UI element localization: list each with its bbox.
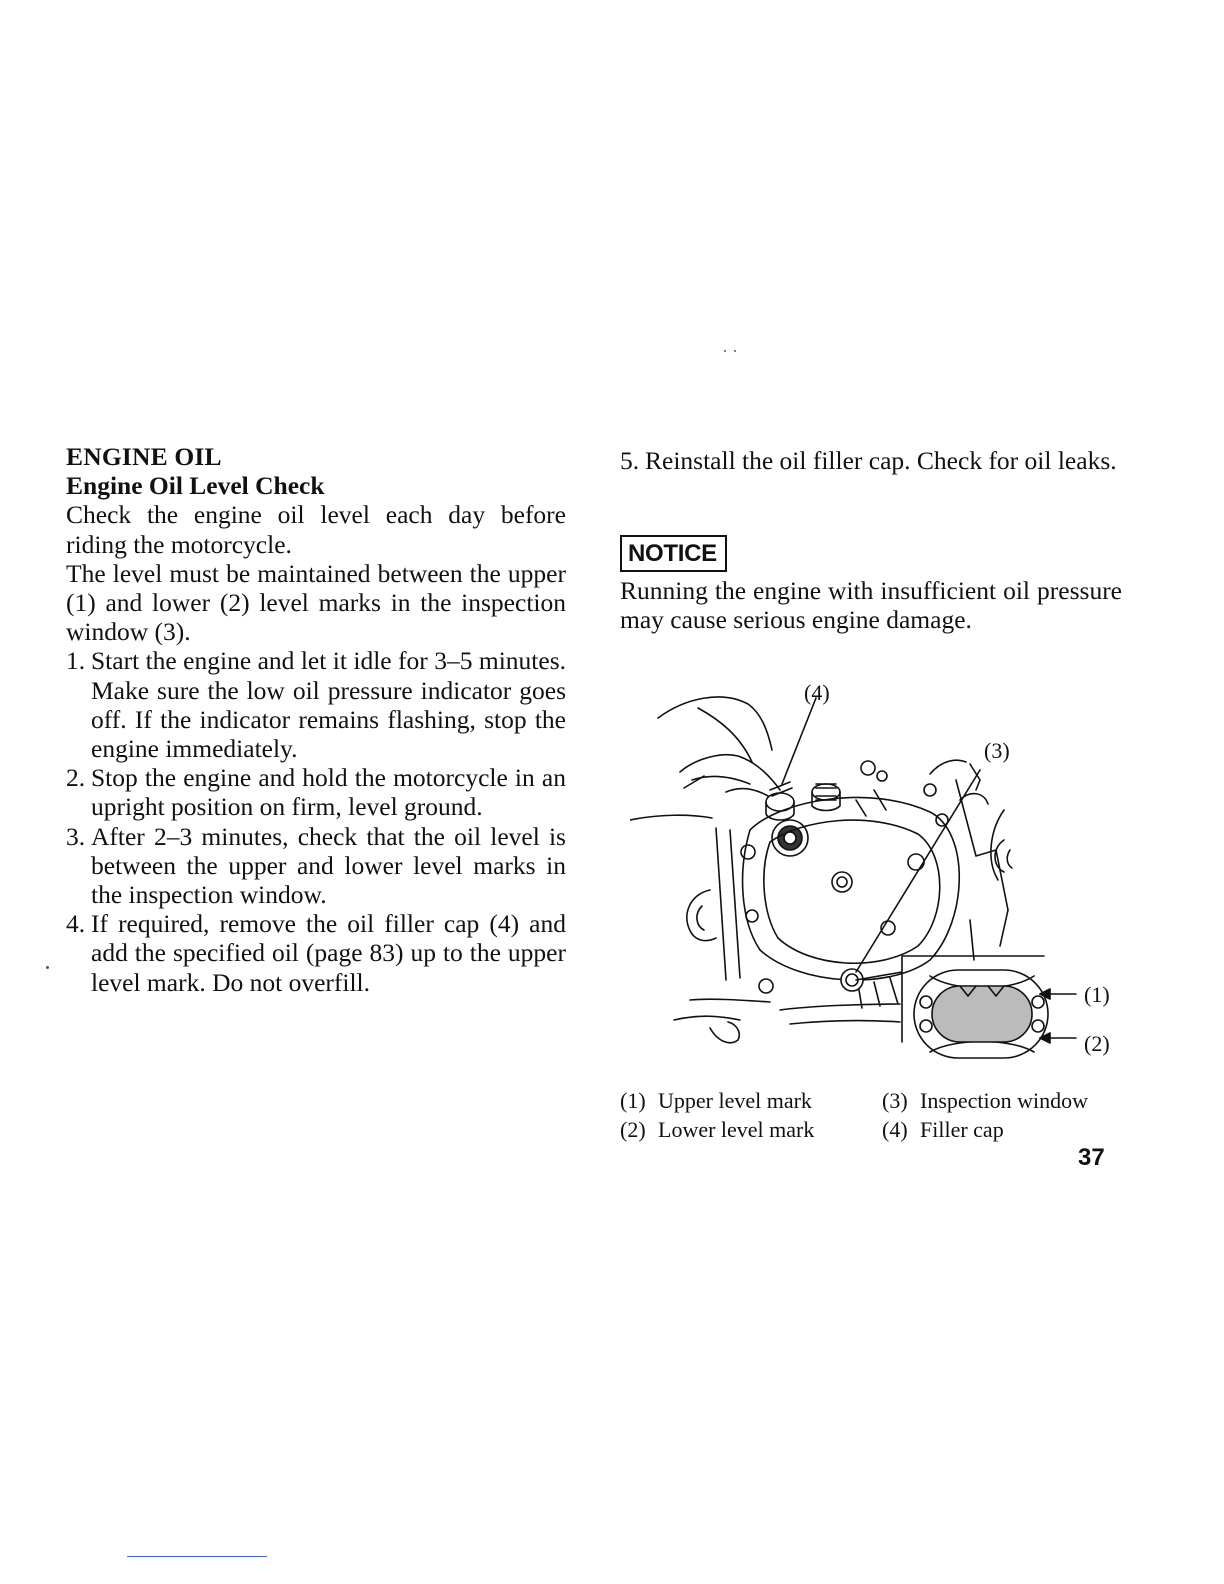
callout-label-1: (1) bbox=[1084, 982, 1110, 1007]
step-text: Stop the engine and hold the motorcycle in an upright position on firm, level ground. bbox=[91, 763, 566, 822]
scan-speck bbox=[46, 966, 49, 969]
engine-drawing bbox=[630, 680, 1120, 1070]
leader-line-4 bbox=[782, 698, 816, 784]
notice-text: Running the engine with insufficient oil pressure may cause serious engine damage. bbox=[620, 576, 1122, 635]
caption-text: Lower level mark bbox=[658, 1117, 815, 1142]
callout-label-3: (3) bbox=[984, 738, 1010, 763]
right-column bbox=[620, 446, 1122, 635]
step-number: 2. bbox=[66, 763, 86, 793]
callout-label-2: (2) bbox=[1084, 1031, 1110, 1056]
intro-paragraph: Check the engine oil level each day before riding the motorcycle. bbox=[66, 500, 566, 559]
caption-lower-level bbox=[620, 1115, 882, 1144]
caption-inspection-window bbox=[882, 1086, 1088, 1115]
scan-speck bbox=[734, 350, 736, 352]
step-5 bbox=[620, 446, 1122, 475]
caption-row bbox=[620, 1115, 1120, 1144]
caption-number: (2) bbox=[620, 1117, 646, 1142]
step-number: 3. bbox=[66, 821, 86, 851]
page-number: 37 bbox=[1078, 1144, 1105, 1171]
arm-outline bbox=[658, 697, 772, 750]
caption-text: Filler cap bbox=[920, 1117, 1004, 1142]
caption-number: (3) bbox=[882, 1088, 908, 1113]
left-column bbox=[66, 442, 566, 997]
step-text: Reinstall the oil filler cap. Check for oil leaks. bbox=[645, 446, 1117, 475]
figure-captions bbox=[620, 1086, 1120, 1144]
callout-label-4: (4) bbox=[804, 680, 830, 705]
caption-text: Upper level mark bbox=[658, 1088, 812, 1113]
step-1 bbox=[66, 646, 566, 763]
subsection-title: Engine Oil Level Check bbox=[66, 471, 325, 501]
section-title: ENGINE OIL bbox=[66, 442, 222, 471]
scan-speck bbox=[724, 350, 726, 352]
caption-upper-level bbox=[620, 1086, 882, 1115]
caption-row bbox=[620, 1086, 1120, 1115]
step-text: After 2–3 minutes, check that the oil level is between the upper and lower level marks in the inspection window. bbox=[91, 821, 566, 910]
level-paragraph: The level must be maintained between the upper (1) and lower (2) level marks in the inspection window (3). bbox=[66, 558, 566, 647]
leader-line-3 bbox=[856, 770, 980, 972]
step-text: Start the engine and let it idle for 3–5 minutes. Make sure the low oil pressure indicator goes off. If the indicator remains flashing, stop the engine immediately. bbox=[91, 646, 566, 764]
magnified-inspection-window bbox=[914, 970, 1076, 1058]
bottom-rule bbox=[127, 1556, 267, 1557]
engine-illustration bbox=[630, 680, 1120, 1070]
step-4 bbox=[66, 909, 566, 997]
caption-text: Inspection window bbox=[920, 1088, 1089, 1113]
step-number: 1. bbox=[66, 646, 86, 676]
notice-label: NOTICE bbox=[620, 535, 727, 572]
step-number: 5. bbox=[620, 446, 640, 475]
step-2 bbox=[66, 763, 566, 821]
step-text: If required, remove the oil filler cap (4) and add the specified oil (page 83) up to the upper level mark. Do not overfill. bbox=[91, 909, 566, 997]
caption-number: (4) bbox=[882, 1117, 908, 1142]
step-number: 4. bbox=[66, 909, 86, 939]
caption-filler-cap bbox=[882, 1115, 1004, 1144]
caption-number: (1) bbox=[620, 1088, 646, 1113]
step-3 bbox=[66, 822, 566, 910]
filler-cap bbox=[766, 782, 840, 856]
